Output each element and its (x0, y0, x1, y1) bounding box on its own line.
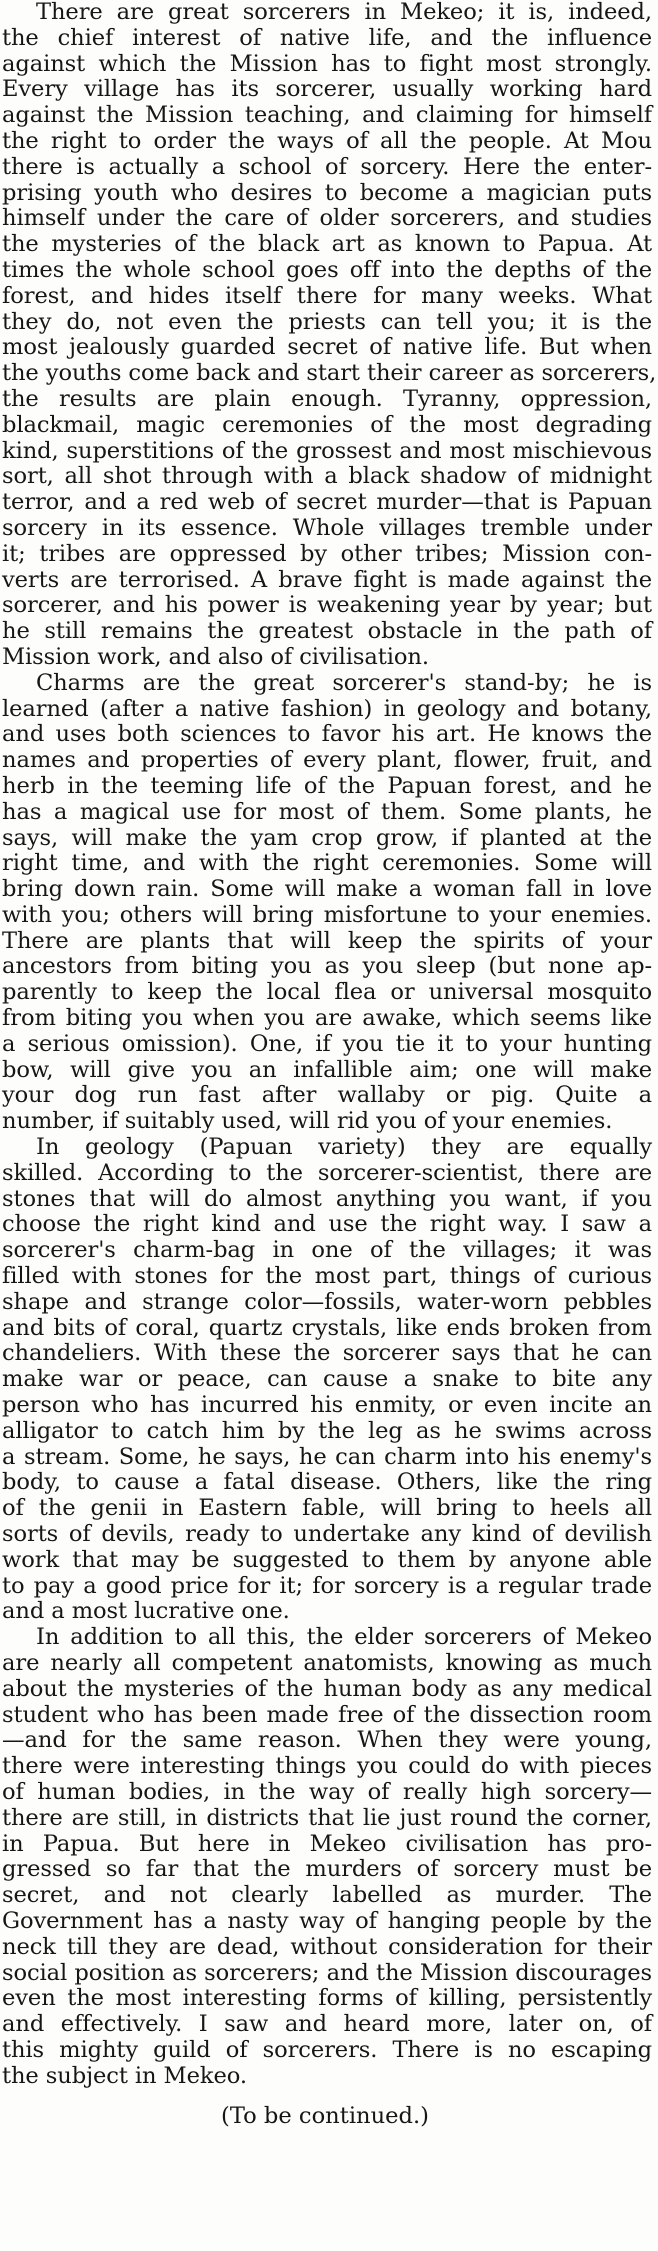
paragraph-line: this mighty guild of sorcerers. There is no escaping (2, 2036, 652, 2063)
article-paragraph (2, 1625, 652, 2089)
paragraph-line: says, will make the yam crop grow, if planted at the (2, 824, 652, 851)
paragraph-line: verts are terrorised. A brave fight is made against the (2, 566, 652, 593)
article-paragraph (2, 671, 652, 1135)
paragraph-line: and a most lucrative one. (2, 1598, 290, 1625)
paragraph-line: neck till they are dead, without consideration for their (2, 1933, 652, 1960)
paragraph-line: the subject in Mekeo. (2, 2062, 247, 2089)
paragraph-line: prising youth who desires to become a magician puts (2, 179, 652, 206)
paragraph-line: gressed so far that the murders of sorcery must be (2, 1856, 652, 1883)
paragraph-line: and effectively. I saw and heard more, later on, of (2, 2011, 652, 2038)
paragraph-line: times the whole school goes off into the depths of the (2, 256, 652, 283)
paragraph-line: student who has been made free of the dissection room (2, 1701, 652, 1728)
article-column (2, 0, 657, 2090)
paragraph-line: alligator to catch him by the leg as he swims across (2, 1417, 652, 1444)
paragraph-line: stones that will do almost anything you want, if you (2, 1185, 652, 1212)
paragraph-line: kind, superstitions of the grossest and most mischievous (2, 437, 652, 464)
to-be-continued-note: (To be continued.) (221, 2102, 429, 2129)
paragraph-line: it; tribes are oppressed by other tribes; Mission con- (2, 540, 652, 567)
paragraph-line: bring down rain. Some will make a woman fall in love (2, 876, 652, 903)
paragraph-line: with you; others will bring misfortune to your enemies. (2, 901, 652, 928)
paragraph-line: skilled. According to the sorcerer-scientist, there are (2, 1159, 652, 1186)
paragraph-line: in Papua. But here in Mekeo civilisation has pro- (2, 1830, 652, 1857)
paragraph-line: forest, and hides itself there for many weeks. What (2, 282, 652, 309)
paragraph-line: the chief interest of native life, and the influence (2, 24, 652, 51)
paragraph-line: choose the right kind and use the right way. I saw a (2, 1211, 652, 1238)
paragraph-line: Every village has its sorcerer, usually working hard (2, 76, 652, 103)
paragraph-line: there is actually a school of sorcery. Here the enter- (2, 153, 652, 180)
article-paragraph (2, 1135, 652, 1625)
paragraph-line: and uses both sciences to favor his art. He knows the (2, 721, 652, 748)
paragraph-line: chandeliers. With these the sorcerer says that he can (2, 1340, 652, 1367)
paragraph-line: In geology (Papuan variety) they are equally (36, 1134, 652, 1161)
paragraph-line: to pay a good price for it; for sorcery is a regular trade (2, 1572, 652, 1599)
paragraph-line: the mysteries of the black art as known to Papua. At (2, 231, 652, 258)
paragraph-line: terror, and a red web of secret murder—that is Papuan (2, 489, 652, 516)
paragraph-line: are nearly all competent anatomists, knowing as much (2, 1650, 652, 1676)
paragraph-line: sorcerer's charm-bag in one of the villages; it was (2, 1237, 652, 1264)
paragraph-line: number, if suitably used, will rid you of your enemies. (2, 1108, 613, 1135)
paragraph-line: even the most interesting forms of killing, persistently (2, 1985, 652, 2012)
paragraph-line: make war or peace, can cause a snake to bite any (2, 1366, 652, 1393)
paragraph-line: they do, not even the priests can tell you; it is the (2, 308, 652, 335)
paragraph-line: filled with stones for the most part, things of curious (2, 1263, 652, 1290)
paragraph-line: Government has a nasty way of hanging people by the (2, 1907, 652, 1934)
paragraph-line: learned (after a native fashion) in geology and botany, (2, 695, 652, 722)
paragraph-line: —and for the same reason. When they were young, (2, 1727, 652, 1754)
paragraph-line: and bits of coral, quartz crystals, like ends broken from (2, 1314, 652, 1341)
paragraph-line: from biting you when you are awake, which seems like (2, 1005, 652, 1032)
paragraph-line: against which the Mission has to fight most strongly. (2, 50, 652, 77)
paragraph-line: social position as sorcerers; and the Mission discourages (2, 1959, 652, 1986)
paragraph-line: sorcery in its essence. Whole villages tremble under (2, 514, 652, 541)
paragraph-line: a stream. Some, he says, he can charm into his enemy's (2, 1443, 652, 1470)
paragraph-line: herb in the teeming life of the Papuan forest, and he (2, 772, 652, 799)
paragraph-line: shape and strange color—fossils, water-worn pebbles (2, 1288, 652, 1315)
paragraph-line: blackmail, magic ceremonies of the most degrading (2, 411, 652, 438)
paragraph-line: right time, and with the right ceremonies. Some will (2, 850, 652, 877)
paragraph-line: parently to keep the local flea or universal mosquito (2, 979, 652, 1006)
paragraph-line: of human bodies, in the way of really high sorcery— (2, 1778, 652, 1805)
paragraph-line: your dog run fast after wallaby or pig. Quite a (2, 1082, 652, 1109)
paragraph-line: Charms are the great sorcerer's stand-by; he is (36, 669, 652, 696)
paragraph-line: the youths come back and start their career as sorcerers, (2, 360, 657, 387)
paragraph-line: he still remains the greatest obstacle in the path of (2, 618, 652, 645)
paragraph-line: ancestors from biting you as you sleep (but none ap- (2, 953, 652, 980)
paragraph-line: the results are plain enough. Tyranny, oppression, (2, 385, 652, 412)
paragraph-line: there are still, in districts that lie just round the corner, (2, 1804, 652, 1831)
paragraph-line: of the genii in Eastern fable, will bring to heels all (2, 1495, 652, 1522)
paragraph-line: sorcerer, and his power is weakening year by year; but (2, 592, 652, 619)
paragraph-line: bow, will give you an infallible aim; one will make (2, 1056, 652, 1083)
paragraph-line: person who has incurred his enmity, or even incite an (2, 1392, 652, 1419)
paragraph-line: sorts of devils, ready to undertake any kind of devilish (2, 1521, 652, 1548)
paragraph-line: There are great sorcerers in Mekeo; it is, indeed, (36, 0, 652, 25)
paragraph-line: work that may be suggested to them by anyone able (2, 1546, 652, 1573)
paragraph-line: the right to order the ways of all the people. At Mou (2, 127, 652, 154)
paragraph-line: there were interesting things you could do with pieces (2, 1753, 652, 1780)
paragraph-line: Mission work, and also of civilisation. (2, 643, 429, 670)
article-paragraph (2, 0, 657, 671)
paragraph-line: There are plants that will keep the spirits of your (2, 927, 652, 954)
paragraph-line: body, to cause a fatal disease. Others, like the ring (2, 1469, 652, 1496)
paragraph-line: names and properties of every plant, flower, fruit, and (2, 747, 652, 774)
paragraph-line: about the mysteries of the human body as any medical (2, 1675, 652, 1702)
paragraph-line: In addition to all this, the elder sorcerers of Mekeo (36, 1624, 652, 1651)
paragraph-line: against the Mission teaching, and claiming for himself (2, 102, 652, 129)
paragraph-line: sort, all shot through with a black shadow of midnight (2, 463, 652, 490)
paragraph-line: a serious omission). One, if you tie it to your hunting (2, 1030, 652, 1057)
paragraph-line: secret, and not clearly labelled as murder. The (2, 1882, 652, 1909)
paragraph-line: has a magical use for most of them. Some plants, he (2, 798, 652, 825)
paragraph-line: himself under the care of older sorcerers, and studies (2, 205, 652, 232)
paragraph-line: most jealously guarded secret of native life. But when (2, 334, 652, 361)
